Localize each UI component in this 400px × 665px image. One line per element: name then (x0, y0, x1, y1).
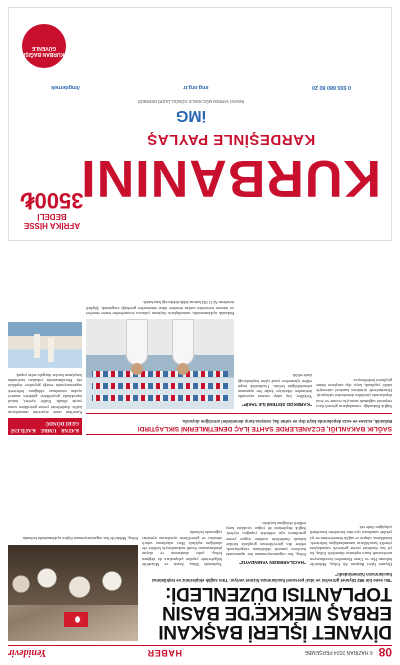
social-handle[interactable]: /imgdernek (51, 84, 80, 90)
pharmacist-figure (126, 319, 148, 365)
photo-caption: Erbaş, Mekke'de hac organizasyonuna ilişkin açıklamalarda bulundu. (21, 536, 138, 541)
article2-subheading: "KAREKOD SİSTEMİ İLE TAKİP" (241, 402, 312, 407)
pharmacist-head (177, 363, 189, 375)
website-link[interactable]: img.org.tr (183, 84, 209, 90)
main-lead: "Bu sene bin 982 Diyanet görevlisi ve idari personel hacılarımıza hizmet veriyor. Tüm sağlık ekiplerimiz ve teşkilatımız hacılarımızın hizmetindedir" (151, 572, 392, 583)
katar-umre-box (8, 247, 82, 435)
ad-subtitle: KARDEŞİNLE PAYLAŞ (146, 131, 316, 148)
shelf-graphic (92, 371, 228, 377)
article2-column-e (238, 245, 312, 409)
phone-number[interactable]: 0 555 880 80 20 (312, 84, 351, 90)
pharmacist-figure (172, 319, 194, 365)
katar-box-title: KATAR UMRE KAFİLESİ GERİ DÖNDÜ (8, 418, 82, 435)
article1-text-c: Toplantıda Mina, Arafat ve Müzdelife bölgelerinde yapılan çalışmalara da değinen Erbaş, çadır alanlarının ve ulaşım planlamasının Suudi makamlarıyla birlikte ele alındığını açıkladı. Hacı adaylarına sabırlı olmaları ve görevlilerin uyarılarına uymaları çağrısında bulundu. (142, 530, 222, 567)
kurban-advertisement (8, 7, 392, 241)
pharmacist-head (131, 363, 143, 375)
brand-subtitle: İNSANİ YARDIM MÜCADELE GÖNÜLLÜLERİ DERNEĞİ (137, 99, 245, 104)
section-label: HABER (146, 648, 182, 658)
flag-graphic (64, 612, 88, 627)
article1-subheading: "HACILARIMIZIN YANINDAYIZ" (238, 560, 306, 565)
stamp-text: KURBAN BAĞIŞI GÜVENLE (23, 45, 65, 57)
article2-title: SAĞLIK BAKANLIĞI, ECZANELERDE SAHTE İLAÇ DENETİMLERİNİ SIKLAŞTIRDI (137, 425, 392, 432)
main-headline: DİYANET İŞLERİ BAŞKANI ERBAŞ MEKKE'DE BASIN TOPLANTISI DÜZENLEDİ: (158, 583, 392, 642)
price-label: AFRİKA HİSSE BEDELİ (23, 212, 81, 230)
article1-column-b (226, 437, 306, 567)
article2-text-f: Bakanlık açıklamasında, vatandaşların ilaçlarını yalnızca eczanelerden temin etmeleri ve internet üzerinden satılan ürünlere itibar etmemeleri gerektiği vurgulandı. Şüpheli ürünlerin ALO 184 hattına bildirilebileceği hatırlatıldı. (86, 300, 234, 316)
article1-text-a: Diyanet İşleri Başkanı Ali Erbaş, Mekke'de bulunan Hac ve Umre Hizmetleri koordinasyon merkezinde basın toplantısı düzenledi. Erbaş, bu yıl hac ibadetini yerine getirecek vatandaşlara yönelik hazırlıkların tamamlandığını belirterek, konaklama, ulaşım ve sağlık hizmetlerinin en iyi şekilde sunulması için tüm birimlerin koordineli çalıştığını ifade etti. (310, 524, 392, 567)
shelf-graphic (92, 383, 228, 389)
shelf-graphic (92, 395, 228, 401)
ad-contacts (51, 84, 351, 90)
pharmacy-photo (86, 319, 234, 409)
article2-text-e: Yetkililer, ilaç takip sistemi sayesinde üretimden tüketiciye kadar her aşamanın izlenebildiğini belirtti. Usulsüzlük tespit edilen işletmelere yasal işlem başlatılacağı ifade edildi. (238, 373, 312, 400)
price-value: 3500₺ (20, 188, 84, 213)
article1-column-a (310, 437, 392, 567)
katar-photo (8, 322, 82, 368)
katar-box-text: Katar'dan umre ziyaretini tamamlayan kafile, ibadetlerini yerine getirdikten sonra yurda döndü. Kafile üyeleri, kutsal topraklarda geçirdikleri günlerin manevi açıdan unutulmaz olduğunu belirterek organizasyonda emeği geçenlere teşekkür etti. Havalimanında yakınları tarafından karşılanan hacılar duygulu anlar yaşadı. (8, 372, 82, 415)
ad-title: KURBANINI (80, 149, 381, 207)
newspaper-logo: Yenidevir (8, 647, 47, 658)
article2-lead: Bakanlık, eczane ve ecza depolarında kayıt dışı ve sahte ilaç satışına karşı denetimleri artırdığını duyurdu. (181, 419, 392, 424)
article2-column-f (86, 245, 234, 409)
masthead (8, 645, 392, 659)
article1-column-c (142, 437, 222, 567)
article2-banner (86, 413, 392, 435)
page-number: 08 (378, 645, 392, 660)
issue-date: 6 HAZİRAN 2024 PERŞEMBE (304, 649, 373, 656)
brand-logo: iMG (175, 107, 207, 124)
hajj-press-photo (8, 545, 138, 641)
crowd-graphic (8, 545, 138, 605)
donation-stamp (22, 24, 66, 68)
article1-text-b: Erbaş, hac organizasyonunun her aşamasında hacıların yanında olduklarını vurgulayarak, rehber din görevlilerinin gruplarla birlikte kalarak ibadetlerin usulüne uygun yerine getirilmesi için rehberlik yaptığını söyledi. Sağlık ekiplerinin de yoğun sıcaklara karşı tedbirli olduğunu kaydetti. (226, 520, 306, 558)
article2-column-d (316, 245, 392, 409)
article2-text-d: Sağlık Bakanlığı, vatandaşların güvenli ilaca erişimini sağlamak amacıyla eczane ve ecza depolarında yürütülen denetimleri sıklaştırdı. Denetimlerde ürünlerin karekod sistemiyle takibi yapılarak, kayıt dışı satışların önüne geçilmesi hedefleniyor. (316, 377, 392, 409)
